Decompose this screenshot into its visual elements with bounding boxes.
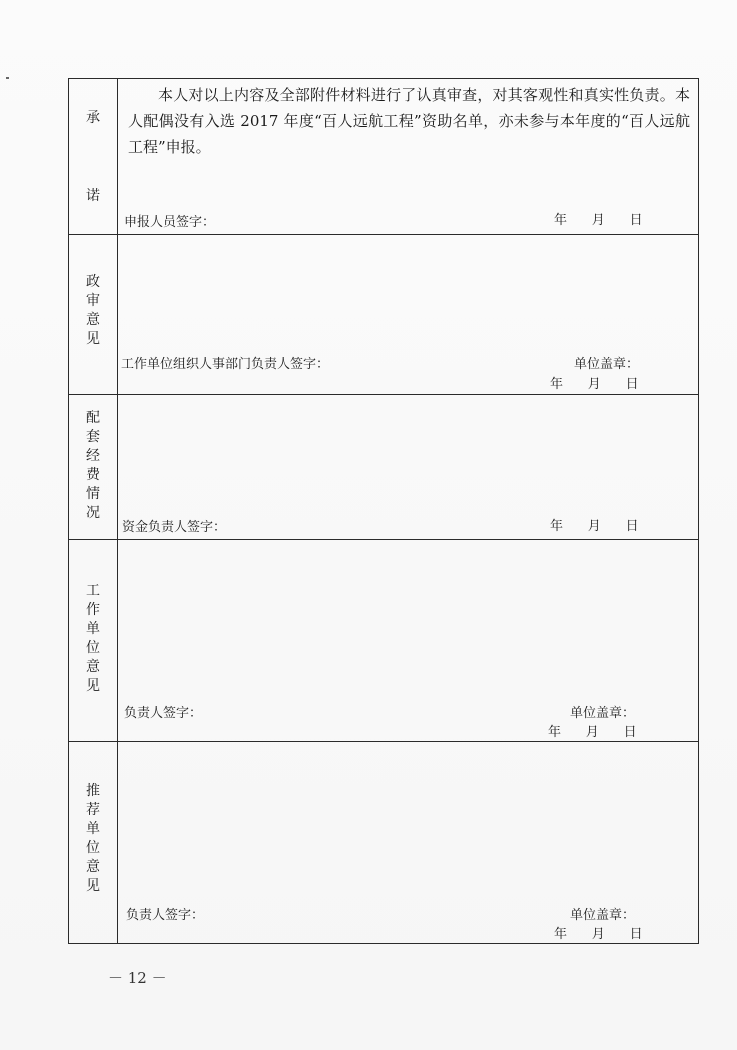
employer-opinion-label-char: 意 <box>86 659 100 675</box>
application-form-table <box>68 78 699 944</box>
employer-opinion-label-char: 单 <box>86 621 100 637</box>
funding-label-char: 经 <box>86 448 100 464</box>
commitment-label-bottom <box>69 187 117 206</box>
recommender-opinion-label-char: 荐 <box>86 802 100 818</box>
funding-row <box>69 395 699 540</box>
funding-content-cell <box>118 395 699 540</box>
commitment-row <box>69 79 699 235</box>
employer-opinion-content-cell <box>118 540 699 742</box>
recommender-seal-label: 单位盖章： <box>570 908 636 923</box>
scan-mark <box>6 77 9 79</box>
recommender-opinion-label-char: 见 <box>86 878 100 894</box>
employer-opinion-label-char: 见 <box>86 678 100 694</box>
fund-head-signature-label: 资金负责人签字： <box>122 520 227 535</box>
commitment-label-cell <box>69 79 118 235</box>
recommender-opinion-label-char: 单 <box>86 821 100 837</box>
recommender-opinion-label <box>69 782 117 896</box>
employer-opinion-row <box>69 540 699 742</box>
recommender-opinion-label-char: 位 <box>86 840 100 856</box>
employer-seal-label: 单位盖章： <box>570 706 636 721</box>
commitment-label-top <box>69 109 117 128</box>
recommender-opinion-label-char: 推 <box>86 783 100 799</box>
employer-head-signature-label: 负责人签字： <box>124 706 203 721</box>
recommender-opinion-label-cell <box>69 742 118 944</box>
employer-opinion-label-char: 位 <box>86 640 100 656</box>
political-review-label <box>69 273 117 349</box>
political-review-label-char: 意 <box>86 312 100 328</box>
page-number: － 12 － <box>108 969 167 987</box>
funding-label-char: 配 <box>86 410 100 426</box>
employer-opinion-label <box>69 582 117 696</box>
commitment-date: 年 月 日 <box>554 213 643 228</box>
commitment-label-char: 承 <box>86 110 100 126</box>
funding-label-char: 费 <box>86 467 100 483</box>
funding-label-cell <box>69 395 118 540</box>
political-review-row <box>69 235 699 395</box>
funding-label-char: 套 <box>86 429 100 445</box>
commitment-content-cell <box>118 79 699 235</box>
recommender-head-signature-label: 负责人签字： <box>126 908 205 923</box>
funding-date: 年 月 日 <box>550 519 639 534</box>
political-review-date: 年 月 日 <box>550 377 639 392</box>
recommender-opinion-content-cell <box>118 742 699 944</box>
political-review-label-char: 见 <box>86 331 100 347</box>
employer-opinion-label-cell <box>69 540 118 742</box>
political-review-content-cell <box>118 235 699 395</box>
funding-label <box>69 409 117 523</box>
funding-label-char: 况 <box>86 505 100 521</box>
employer-opinion-label-char: 作 <box>86 602 100 618</box>
political-review-seal-label: 单位盖章： <box>574 357 640 372</box>
political-review-label-char: 审 <box>86 293 100 309</box>
political-review-label-char: 政 <box>86 274 100 290</box>
recommender-opinion-date: 年 月 日 <box>554 927 643 942</box>
applicant-signature-label: 申报人员签字： <box>124 215 216 230</box>
employer-opinion-label-char: 工 <box>86 583 100 599</box>
commitment-statement: 本人对以上内容及全部附件材料进行了认真审查，对其客观性和真实性负责。本人配偶没有入选 2017 年度“百人远航工程”资助名单，亦未参与本年度的“百人远航工程”申报。 <box>128 86 690 156</box>
commitment-label-char: 诺 <box>86 188 100 204</box>
funding-label-char: 情 <box>86 486 100 502</box>
recommender-opinion-row <box>69 742 699 944</box>
employer-opinion-date: 年 月 日 <box>548 725 637 740</box>
hr-head-signature-label: 工作单位组织人事部门负责人签字： <box>121 357 330 372</box>
recommender-opinion-label-char: 意 <box>86 859 100 875</box>
political-review-label-cell <box>69 235 118 395</box>
